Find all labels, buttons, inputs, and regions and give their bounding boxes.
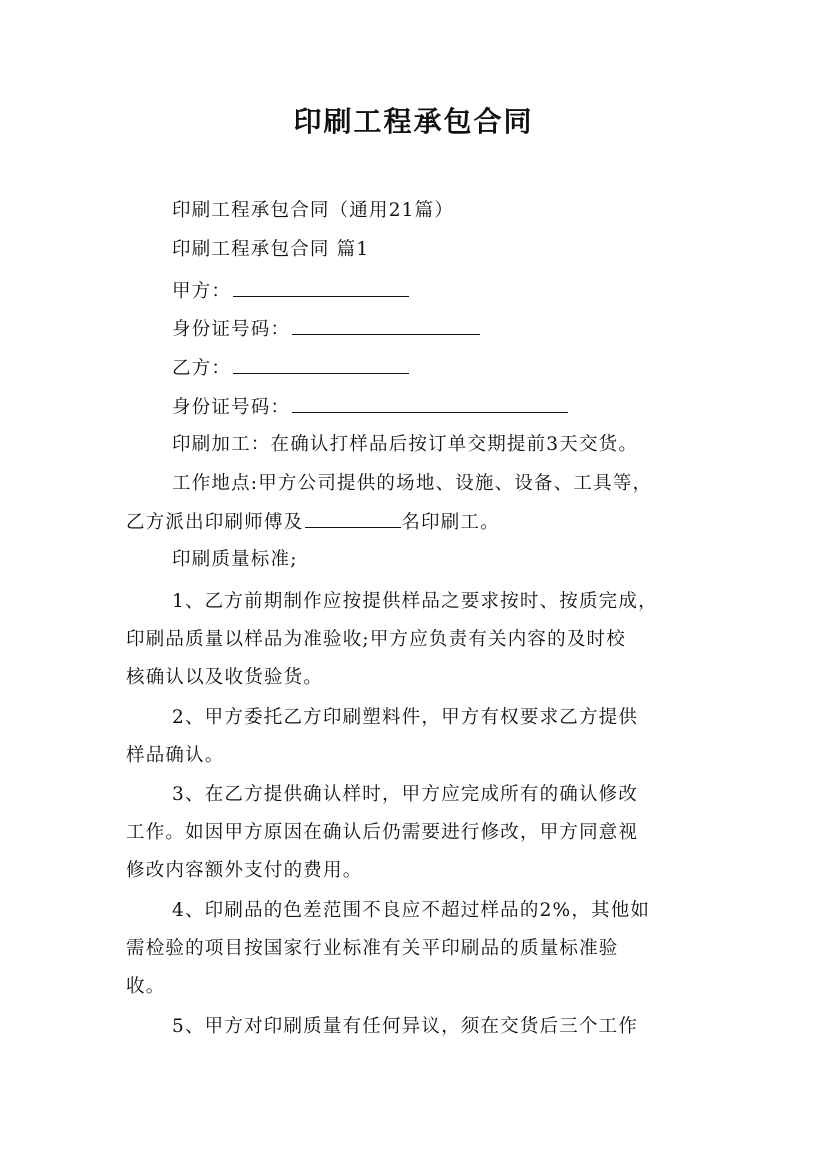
id-blank-2 bbox=[292, 392, 568, 413]
id-blank-1 bbox=[292, 314, 480, 335]
party-a-line bbox=[172, 276, 717, 307]
item4-line3: 收。 bbox=[126, 976, 166, 997]
item3-line3: 修改内容额外支付的费用。 bbox=[126, 860, 363, 881]
party-a-blank bbox=[233, 276, 409, 297]
item4-line1: 4、印刷品的色差范围不良应不超过样品的2%，其他如 bbox=[172, 900, 651, 921]
worker-count-blank bbox=[305, 507, 401, 528]
item1-line1: 1、乙方前期制作应按提供样品之要求按时、按质完成， bbox=[172, 591, 658, 612]
id-label-2: 身份证号码： bbox=[172, 397, 291, 418]
location-text-a: 乙方派出印刷师傅及 bbox=[126, 512, 304, 533]
party-b-blank bbox=[233, 353, 409, 374]
section-heading: 印刷工程承包合同 篇1 bbox=[172, 239, 370, 260]
item4-line2: 需检验的项目按国家行业标准有关平印刷品的质量标准验 bbox=[126, 938, 619, 959]
item1-line3: 核确认以及收货验货。 bbox=[126, 667, 324, 688]
id-line-2 bbox=[172, 392, 717, 423]
location-text-b: 名印刷工。 bbox=[401, 512, 500, 533]
id-label-1: 身份证号码： bbox=[172, 319, 291, 340]
document-title: 印刷工程承包合同 bbox=[293, 105, 534, 138]
item2-line2: 样品确认。 bbox=[126, 745, 225, 766]
item3-line1: 3、在乙方提供确认样时，甲方应完成所有的确认修改 bbox=[172, 784, 639, 805]
id-line-1 bbox=[172, 314, 717, 345]
party-a-label: 甲方： bbox=[172, 281, 232, 302]
subtitle: 印刷工程承包合同（通用21篇） bbox=[172, 200, 455, 221]
party-b-line bbox=[172, 353, 717, 384]
quality-heading: 印刷质量标准; bbox=[172, 549, 298, 570]
printing-work: 印刷加工：在确认打样品后按订单交期提前3天交货。 bbox=[172, 434, 639, 455]
location-line-2 bbox=[126, 507, 716, 538]
item2-line1: 2、甲方委托乙方印刷塑料件，甲方有权要求乙方提供 bbox=[172, 707, 639, 728]
item1-line2: 印刷品质量以样品为准验收;甲方应负责有关内容的及时校 bbox=[126, 629, 626, 650]
item3-line2: 工作。如因甲方原因在确认后仍需要进行修改，甲方同意视 bbox=[126, 822, 639, 843]
party-b-label: 乙方： bbox=[172, 358, 232, 379]
location-line-1: 工作地点:甲方公司提供的场地、设施、设备、工具等， bbox=[172, 473, 653, 494]
item5-line1: 5、甲方对印刷质量有任何异议，须在交货后三个工作 bbox=[172, 1016, 639, 1037]
